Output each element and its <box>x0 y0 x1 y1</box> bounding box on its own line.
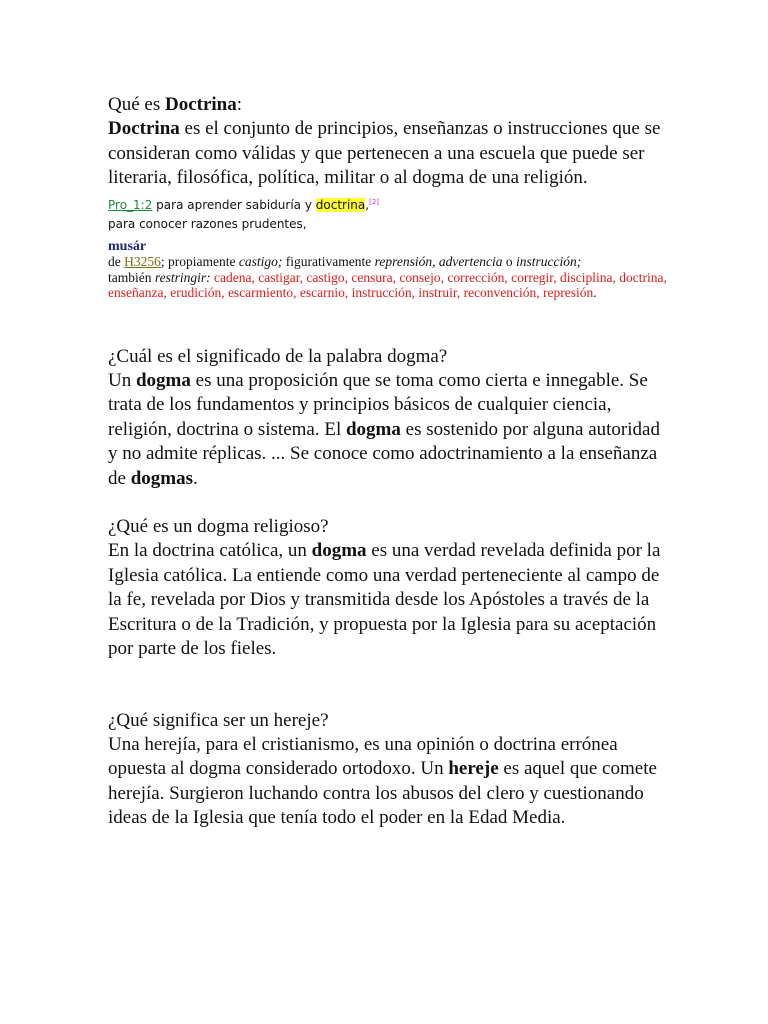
strongs-translations: cadena, castigar, castigo, censura, consejo, corrección, corregir, disciplina, doctrina, enseñanza, erudición, escarmiento, escarnio, instrucción, instruir, reconvención, represión <box>108 269 667 301</box>
strongs-entry: musár de H3256; propiamente castigo; figurativamente reprensión, advertencia o instrucción; también restringir: cadena, castigar, castigo, censura, consejo, corrección, corregir, disciplina, doctrina, enseñanza, erudición, escarmiento, escarnio, instrucción, instruir, reconvención, represión. <box>108 238 667 301</box>
highlighted-word: doctrina <box>315 197 366 212</box>
strongs-word: musár <box>108 238 147 254</box>
doctrina-heading: Qué es Doctrina: <box>108 94 243 115</box>
verse-line: Pro_1:2 para aprender sabiduría y doctrina,[2] <box>108 197 380 212</box>
verse-reference-link[interactable]: Pro_1:2 <box>108 197 153 212</box>
dogma-answer: Un dogma es una proposición que se toma como cierta e innegable. Se trata de los fundamentos y principios básicos de cualquier ciencia, religión, doctrina o sistema. El dogma es sostenido por alguna autoridad y no admite réplicas. ... Se conoce como adoctrinamiento a la enseñanza de dogmas. <box>108 370 660 489</box>
doctrina-heading-bold: Doctrina <box>164 94 237 115</box>
footnote-marker[interactable]: [2] <box>369 197 380 206</box>
hereje-answer: Una herejía, para el cristianismo, es una opinión o doctrina errónea opuesta al dogma considerado ortodoxo. Un hereje es aquel que comete herejía. Surgieron luchando contra los abusos del clero y cuestionando ideas de la Iglesia que tenía todo el poder en la Edad Media. <box>108 733 657 829</box>
document-body <box>108 93 668 831</box>
religious-dogma-question: ¿Qué es un dogma religioso? <box>108 516 329 538</box>
religious-dogma-answer: En la doctrina católica, un dogma es una verdad revelada definida por la Iglesia católica. La entiende como una verdad perteneciente al campo de la fe, revelada por Dios y transmitida desde los Apóstoles a través de la Escritura o de la Tradición, y propuesta por la Iglesia para su aceptación por parte de los fieles. <box>108 540 661 660</box>
dogma-question: ¿Cuál es el significado de la palabra dogma? <box>108 345 448 367</box>
strongs-reference-link[interactable]: H3256 <box>124 254 161 270</box>
verse-line-2: para conocer razones prudentes, <box>108 217 307 232</box>
doctrina-definition: Doctrina es el conjunto de principios, enseñanzas o instrucciones que se consideran como válidas y que pertenecen a una escuela que puede ser literaria, filosófica, política, militar o al dogma de una religión. <box>108 118 661 189</box>
hereje-question: ¿Qué significa ser un hereje? <box>108 709 329 731</box>
